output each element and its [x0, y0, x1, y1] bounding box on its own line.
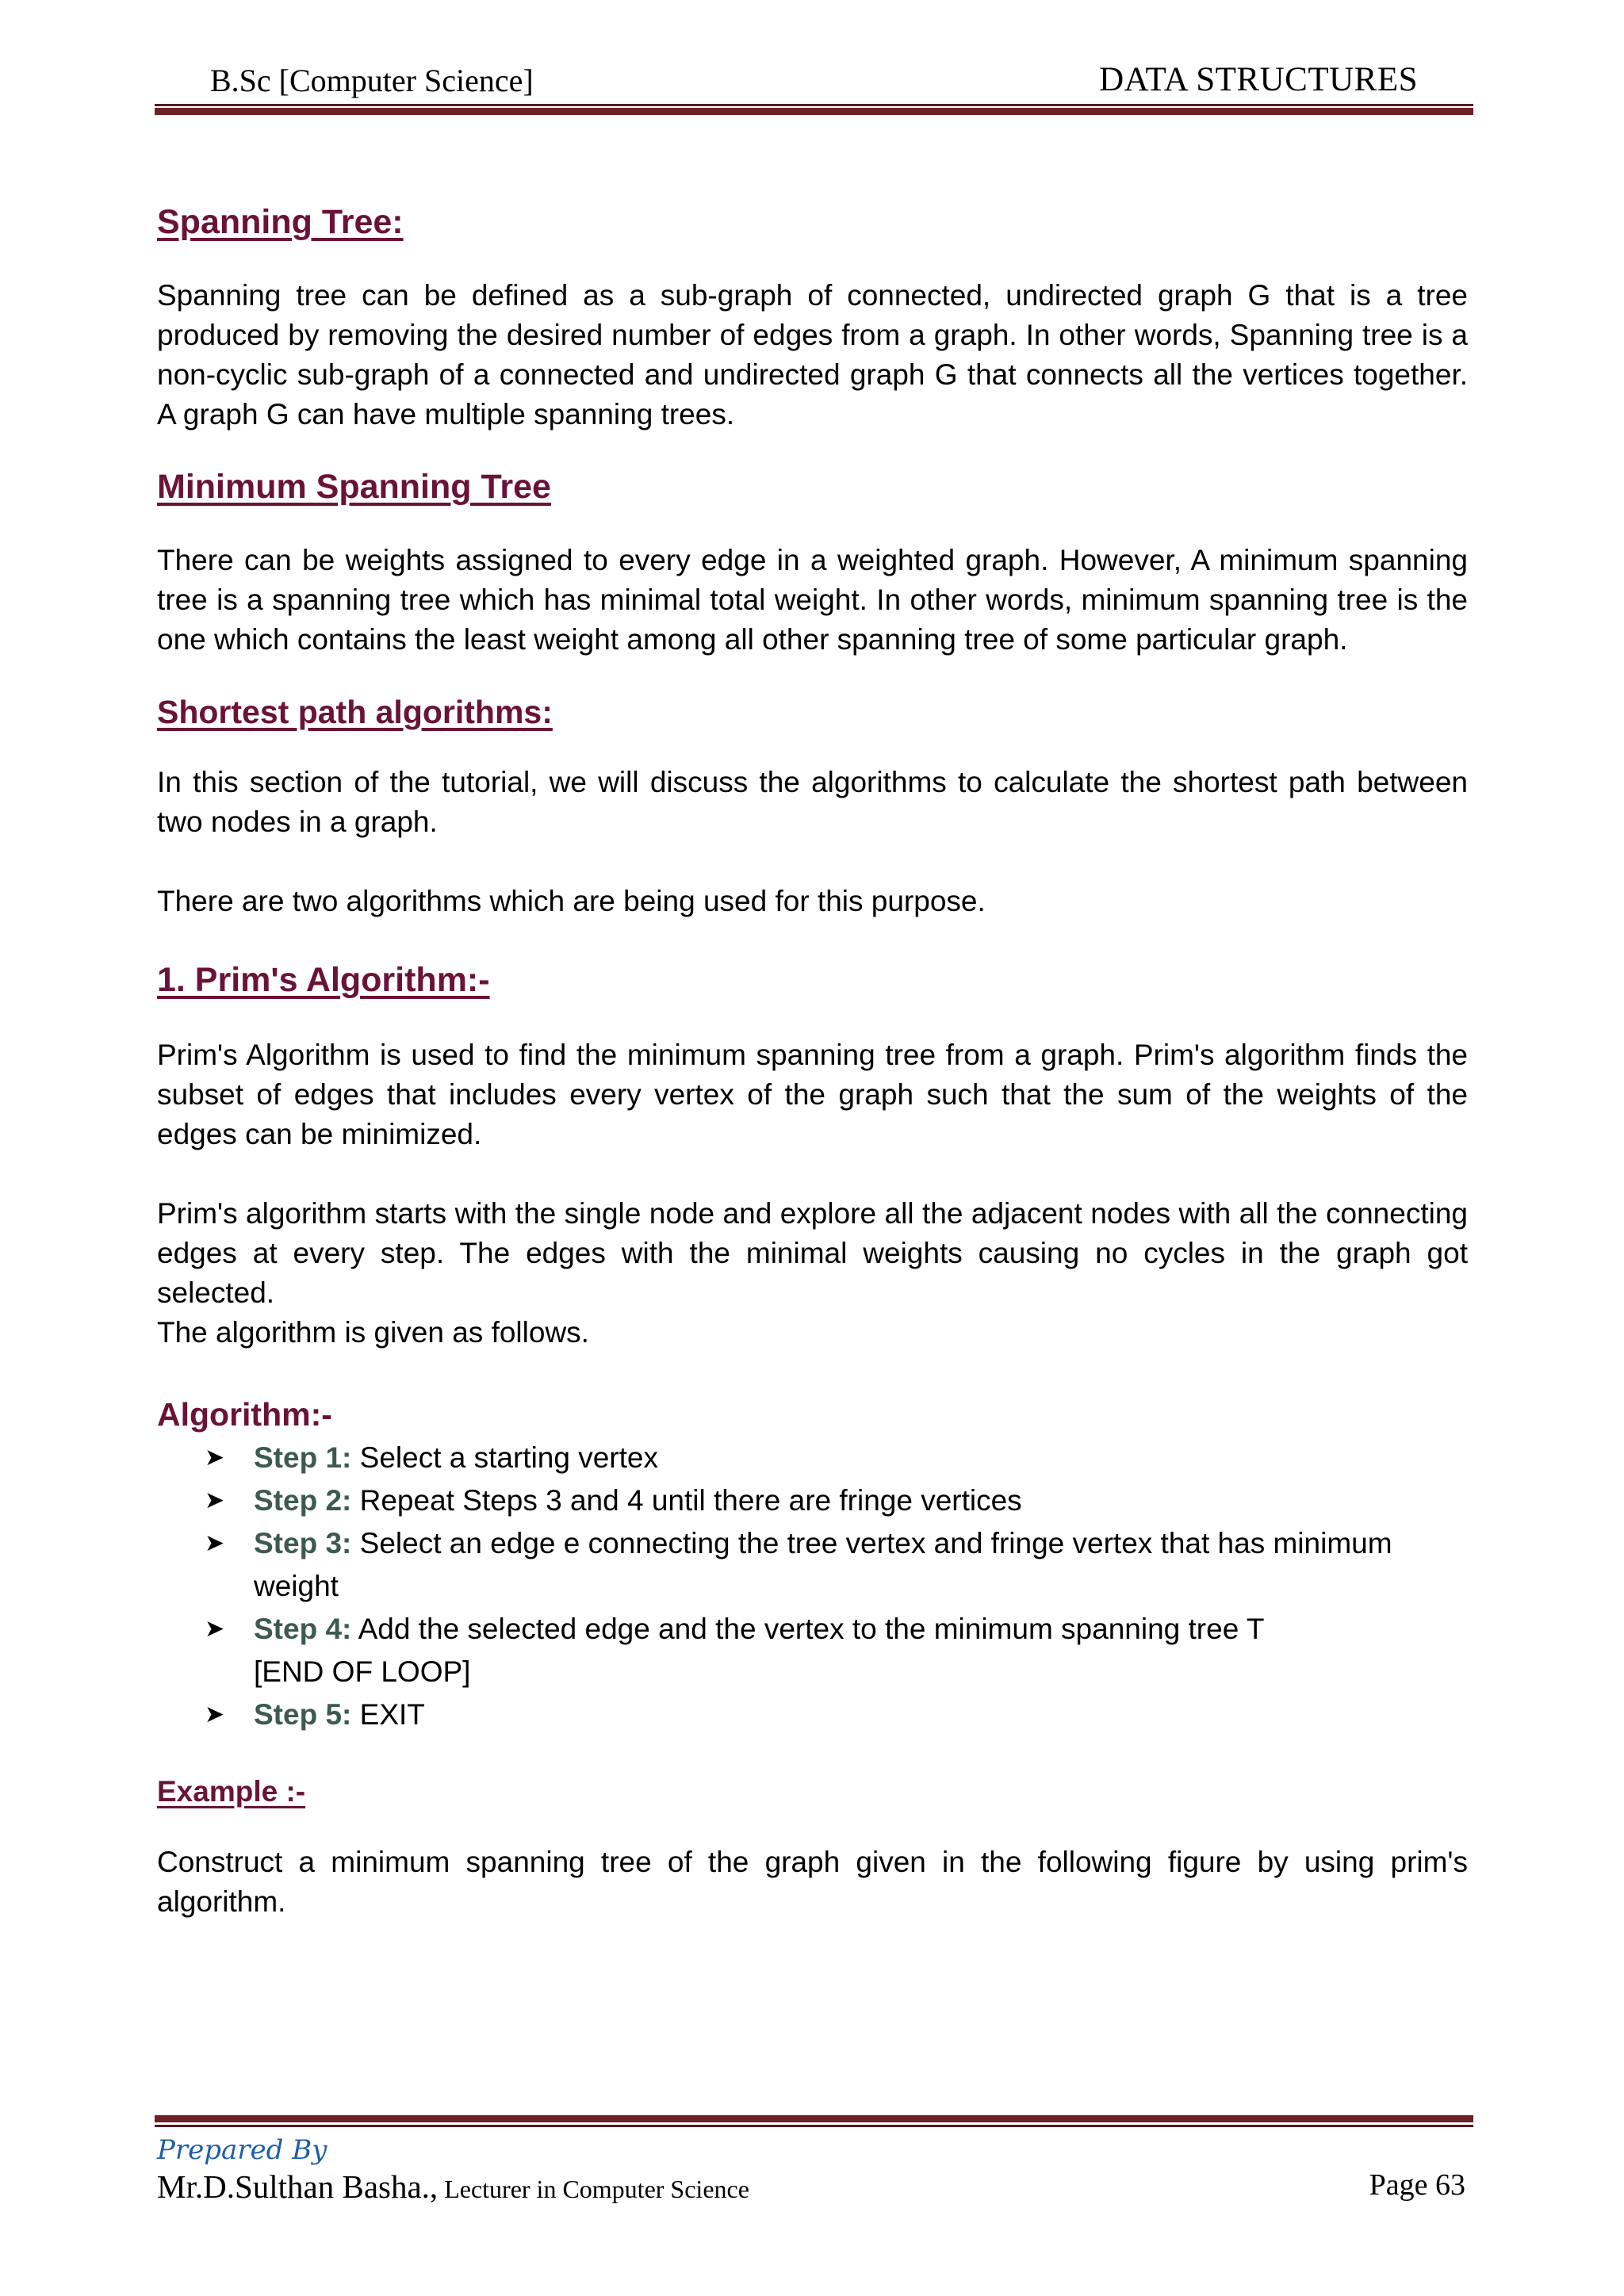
step-end-of-loop: [END OF LOOP]: [254, 1655, 471, 1688]
step-label: Step 2:: [254, 1484, 352, 1517]
shortest-path-paragraph-2: There are two algorithms which are being used for this purpose.: [157, 885, 986, 917]
page-footer: [157, 2133, 1465, 2212]
arrowhead-bullet-icon: ➤: [205, 1445, 225, 1471]
algorithm-step: [205, 1437, 1468, 1479]
prims-paragraph-1: Prim's Algorithm is used to find the minimum spanning tree from a graph. Prim's algorithm finds the subset of edges that includes every vertex of the graph such that the sum of the weights of the edges can be minimized.: [157, 1039, 1468, 1150]
step-text: EXIT: [351, 1698, 425, 1731]
step-text: Add the selected edge and the vertex to the minimum spanning tree T: [351, 1613, 1265, 1645]
algorithm-heading: Algorithm:-: [157, 1396, 332, 1433]
spanning-tree-heading: Spanning Tree:: [157, 203, 404, 241]
footer-rule-thick: [155, 2115, 1473, 2122]
spanning-tree-paragraph: Spanning tree can be defined as a sub-graph of connected, undirected graph G that is a tree produced by removing the desired number of edges from a graph. In other words, Spanning tree is a non-cyclic sub-graph of a connected and undirected graph G that connects all the vertices together. A graph G can have multiple spanning trees.: [157, 279, 1468, 430]
mst-paragraph: There can be weights assigned to every edge in a weighted graph. However, A minimum spanning tree is a spanning tree which has minimal total weight. In other words, minimum spanning tree is the one which contains the least weight among all other spanning tree of some particular graph.: [157, 544, 1468, 656]
arrowhead-bullet-icon: ➤: [205, 1530, 225, 1556]
prims-heading: 1. Prim's Algorithm:-: [157, 961, 490, 999]
author-name: Mr.D.Sulthan Basha.,: [157, 2168, 439, 2205]
algorithm-steps: [157, 1437, 1468, 1736]
step-text: Repeat Steps 3 and 4 until there are fringe vertices: [351, 1484, 1022, 1517]
header-subject: DATA STRUCTURES: [1099, 61, 1418, 98]
header-rule-thin: [155, 104, 1473, 106]
author-line: [157, 2168, 1465, 2212]
step-label: Step 3:: [254, 1527, 352, 1559]
arrowhead-bullet-icon: ➤: [205, 1487, 225, 1513]
header-course: B.Sc [Computer Science]: [210, 63, 534, 98]
step-text: Select an edge e connecting the tree vertex and fringe vertex that has minimum weight: [254, 1527, 1392, 1602]
step-label: Step 5:: [254, 1698, 352, 1731]
mst-heading: Minimum Spanning Tree: [157, 468, 551, 506]
prims-paragraph-2: Prim's algorithm starts with the single node and explore all the adjacent nodes with all the connecting edges at every step. The edges with the minimal weights causing no cycles in the graph got selected.: [157, 1197, 1468, 1309]
header-rule-thick: [155, 108, 1473, 115]
step-label: Step 4:: [254, 1613, 352, 1645]
page-content: [157, 198, 1468, 1922]
arrowhead-bullet-icon: ➤: [205, 1701, 225, 1728]
step-label: Step 1:: [254, 1441, 352, 1474]
prepared-by: Prepared By: [157, 2134, 327, 2166]
page-number: Page 63: [1369, 2168, 1465, 2202]
algorithm-step: [205, 1693, 1468, 1736]
algorithm-step: [205, 1479, 1468, 1522]
footer-rule-thin: [155, 2125, 1473, 2127]
example-heading: Example :-: [157, 1775, 306, 1808]
shortest-path-paragraph: In this section of the tutorial, we will discuss the algorithms to calculate the shortest path between two nodes in a graph.: [157, 766, 1468, 838]
page-header: [155, 55, 1473, 103]
algorithm-step: [205, 1522, 1468, 1608]
algorithm-step: [205, 1608, 1468, 1693]
prims-paragraph-3: The algorithm is given as follows.: [157, 1316, 589, 1349]
arrowhead-bullet-icon: ➤: [205, 1616, 225, 1642]
example-paragraph: Construct a minimum spanning tree of the graph given in the following figure by using prim's algorithm.: [157, 1846, 1468, 1918]
shortest-path-heading: Shortest path algorithms:: [157, 694, 553, 730]
step-text: Select a starting vertex: [351, 1441, 658, 1474]
author-title: Lecturer in Computer Science: [438, 2175, 749, 2203]
